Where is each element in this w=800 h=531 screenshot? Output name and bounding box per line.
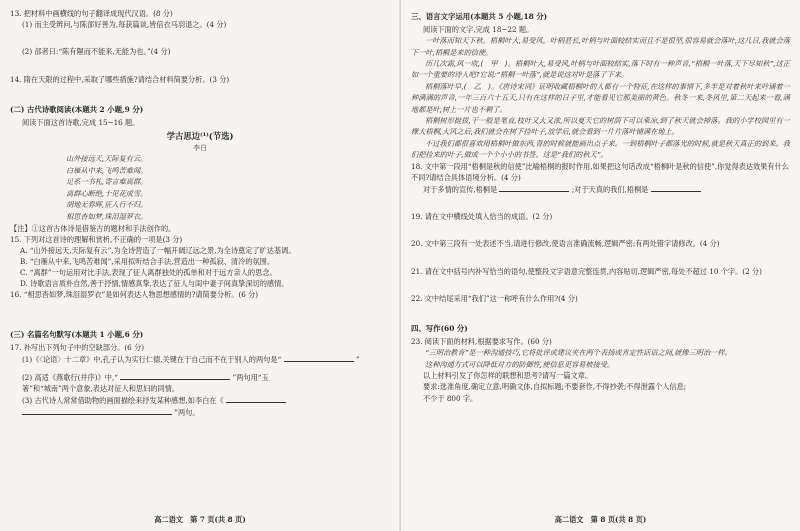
answer-blank[interactable] [120, 371, 230, 380]
question-15-option-c: C. “离群”一句运用对比手法,表现了征人离群独处的孤单和对于远方亲人的思念。 [20, 267, 277, 277]
question-17-part-2: (2) 高适《燕歌行(并序)》中,“ [22, 372, 118, 382]
question-23: 23. 阅读下面的材料,根据要求写作。(60 分) [411, 337, 552, 347]
question-17: 17. 补写出下列句子中的空缺部分。(6 分) [10, 343, 144, 353]
question-18-line-b: ;对于天真的我们,梧桐是 [571, 185, 649, 195]
question-22: 22. 文中结尾采用“我们”这一称呼有什么作用?(4 分) [411, 293, 578, 303]
question-18: 18. 文中第一段用“梧桐是秋的信使”比喻梧桐的报时作用,如果把这句话改成“梧桐叶是秋的信使”,你觉得表达效果有什么不同?请结合具体语境分析。(4 分) [411, 161, 789, 182]
question-17-part-1: (1)《〈论语〉十二章》中,孔子认为实行仁德,关键在于自己而不在于别人的两句是“ [22, 355, 282, 365]
question-14: 14. 隋在天限的过程中,采取了哪些措施?请结合材料简要分析。(3 分) [10, 74, 230, 84]
question-17-part-3: (3) 古代诗人常常借助物的画面描绘来抒发某种感想,如李白在《 [22, 396, 224, 405]
poem-line: 山外接远天,天际复有云。 [66, 154, 148, 164]
poem-line: 相思杳如梦,珠泪湿罗衣。 [66, 211, 148, 221]
question-13: 13. 把材料中画横线的句子翻译成现代汉语。(8 分) [10, 9, 173, 18]
question-16: 16. “相思杳如梦,珠泪湿罗衣”是如何表达人物思想感情的?请简要分析。(6 分) [10, 289, 259, 299]
question-15-option-a: A. “山外接远天,天际复有云”,为全诗营造了一幅开阔辽远之景,为全诗奠定了旷达基调。 [20, 245, 296, 255]
question-13-part-1: (1) 而主受辨问,与陈郃好善为,每获篇谈,皆倍衣马羽退之。(4 分) [22, 20, 227, 30]
answer-blank[interactable] [22, 406, 172, 415]
question-18-line-a: 对于多情的宣传,梧桐是 [423, 185, 498, 195]
question-15-option-b: B. “白雁从中来,飞鸣苦难闻”,采用拟听结合手法,营造出一种孤寂、清冷的氛围。 [20, 256, 275, 266]
passage-paragraph: 梧桐树形挺拔,干一般是笔直,枝叶又大又浓,所以夏天它的树荫下可以乘凉,到了秋天就会掉落。我的小学校园里有一棵大梧桐,大风之后,我们就会在树下捡叶子,放学后,就会看到一片片落叶铺满在地上。 [411, 116, 790, 137]
writing-prompt: 以上材料引发了你怎样的联想和思考?请写一篇文章。 [423, 371, 593, 381]
section-recitation-title: (三) 名篇名句默写(本题共 1 小题,6 分) [10, 330, 144, 340]
question-20: 20. 文中第三段有一处表述不当,请进行修改,使语言准确流畅,逻辑严密;有两处错字请修改。(4 分) [411, 239, 720, 249]
section-poetry-title: (二) 古代诗歌阅读(本题共 2 小题,9 分) [10, 104, 144, 114]
question-21: 21. 请在文中括号内补写恰当的语句,使整段文字语意完整连贯,内容贴切,逻辑严密,每处不超过 10 个字。(2 分) [411, 266, 762, 276]
section-language-title: 三、语言文字运用(本题共 5 小题,18 分) [411, 12, 548, 21]
poem-line: 离群心断绝,十见花成雪。 [66, 188, 148, 198]
question-17-part-1-end: ” [355, 355, 360, 365]
answer-blank[interactable] [651, 183, 701, 192]
writing-material: “三明治教育”是一种沟通技巧,它将批评或建议夹在两个表扬或肯定性话语之间,就像三明治一样。 [425, 348, 732, 358]
question-15: 15. 下列对这首诗的理解和赏析,不正确的一项是(3 分) [10, 234, 183, 244]
page-footer: 高二语文 第 7 页(共 8 页) [154, 515, 246, 524]
answer-blank[interactable] [226, 394, 286, 403]
poem-author: 李白 [193, 144, 207, 153]
answer-blank[interactable] [284, 353, 354, 362]
passage-paragraph: 历几次霜,风一吹,( 甲 )。梧桐叶大,易受风,叶柄与叶面较结实,落下时有一种声音,“梧桐一叶落,天下尽知秋”,这正如一个重要的诗人吧?它说:“梧桐一叶落”,就是说这对叶是落了下来。 [411, 59, 790, 80]
question-19: 19. 请在文中横线处填入恰当的成语。(2 分) [411, 212, 553, 222]
answer-blank[interactable] [499, 183, 569, 192]
poem-line: 足系一书札,寄言难离群。 [66, 177, 148, 187]
writing-requirements: 要求:选准角度,确定立意,明确文体,自拟标题;不要套作,不得抄袭;不得泄露个人信息; [423, 382, 687, 392]
writing-word-count: 不少于 800 字。 [423, 393, 478, 403]
writing-material: 这种沟通方式可以降低对方的防御性,使信息更容易被接受。 [425, 359, 615, 369]
question-17-part-2-end: 箸”和“城南”两个意象,表达对征人和思妇的同情。 [22, 383, 180, 393]
exam-page-8 [400, 0, 800, 531]
section-poetry-intro: 阅读下面这首诗歌,完成 15~16 题。 [22, 117, 140, 127]
poem-line: 胡地无春晖,征人行不归。 [66, 200, 148, 210]
poem-line: 白雁从中来,飞鸣苦难闻。 [66, 165, 148, 175]
page-footer: 高二语文 第 8 页(共 8 页) [554, 515, 647, 524]
question-17-part-3-end: ”两句。 [174, 408, 200, 418]
poem-title: 学古思边⁽¹⁾(节选) [166, 131, 234, 142]
question-15-option-d: D. 诗歌语言质朴自然,善于抒情,情感真挚,表达了征人与闺中妻子间真挚深切的感情。 [20, 278, 289, 288]
section-writing-title: 四、写作(60 分) [411, 324, 468, 334]
question-17-part-2-mid: ”两句用“玉 [232, 372, 269, 382]
section-language-intro: 阅读下面的文字,完成 18~22 题。 [423, 25, 534, 34]
passage-paragraph: 不过我们都很喜欢用梧桐叶做东西,背的时候就能画出点子来。一到梧桐叶子都落光的时候,就是秋天真正的到来。我们把捡来的叶子,做成一个个小小的书签。这是“我们的秋天”。 [411, 138, 790, 160]
passage-paragraph: 梧桐落叶早,( 乙 )。《唐诗宋词》证明收藏梧桐叶的人都有一个特征,在这样的事情下,多半是对着秋叶来吟诵着一种满满的声音,一年三百六十五天,只有在这样的日子里,才能看见它那美丽的黄色。秋冬一来,冬风里,第二天起来一看,满地都是叶,树上一片也不剩了。 [411, 81, 790, 114]
question-13-part-2: (2) 郃者曰:“陈有隰而不能来,无能为也。”(4 分) [22, 47, 171, 57]
passage-paragraph: 一叶落而知天下秋。梧桐叶大,易受风。叶柄甚长,叶柄与叶面较结实而且不是很坚,很容易就会落叶,这几日,我就会落下一叶,梧桐是来的信使。 [411, 36, 790, 57]
poem-note: 【注】①这首古体诗是借鉴古的题材和手法创作的。 [10, 223, 176, 233]
